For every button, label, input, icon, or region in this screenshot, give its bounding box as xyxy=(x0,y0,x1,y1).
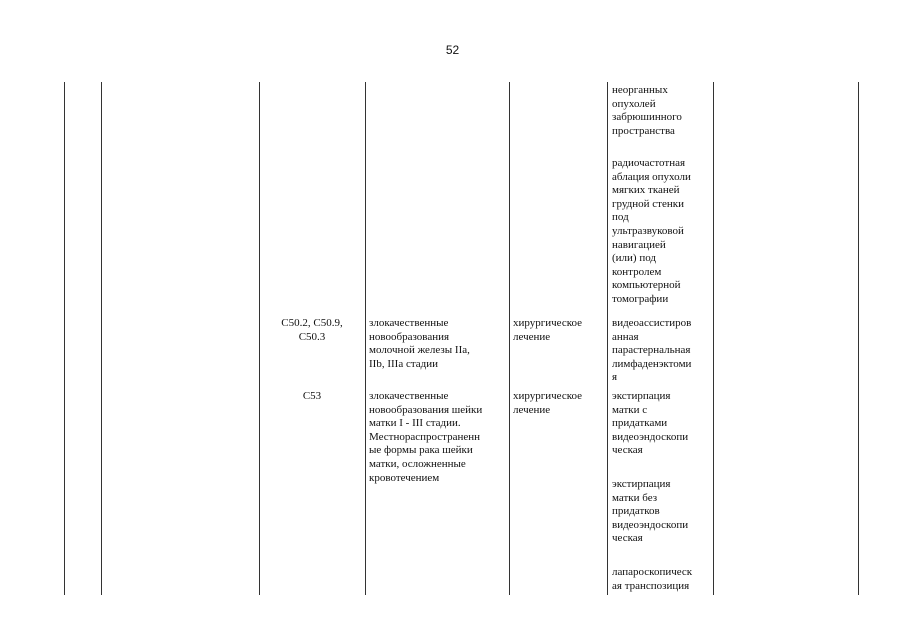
column-rule xyxy=(101,82,102,595)
treatment-type: хирургическое лечение xyxy=(513,390,583,416)
method-text: экстирпация матки с придатками видеоэндоскопи ческая xyxy=(612,390,689,457)
diagnosis-text: злокачественные новообразования молочной железы IIa, IIb, IIIa стадии xyxy=(369,317,470,370)
method-text: лапароскопическ ая транспозиция xyxy=(612,566,693,592)
method-text: радиочастотная аблация опухоли мягких тканей грудной стенки под ультразвуковой навигацией (или) под контролем компьютерной томографии xyxy=(612,157,691,305)
column-rule xyxy=(713,82,714,595)
treatment-type: хирургическое лечение xyxy=(513,317,583,343)
column-rule xyxy=(607,82,608,595)
method-text: видеоассистиров анная парастернальная лимфаденэктоми я xyxy=(612,317,692,384)
method-text: экстирпация матки без придатков видеоэндоскопи ческая xyxy=(612,478,689,545)
column-rule xyxy=(858,82,859,595)
column-rule xyxy=(365,82,366,595)
icd-code: C50.2, C50.9, C50.3 xyxy=(281,317,343,343)
column-rule xyxy=(509,82,510,595)
column-rule xyxy=(259,82,260,595)
page-number: 52 xyxy=(445,43,460,57)
diagnosis-text: злокачественные новообразования шейки матки I - III стадии. Местнораспространенн ые формы рака шейки матки, осложненные кровотечением xyxy=(369,390,483,484)
method-text: неорганных опухолей забрюшинного пространства xyxy=(612,84,682,137)
icd-code: C53 xyxy=(302,390,322,402)
column-rule xyxy=(64,82,65,595)
